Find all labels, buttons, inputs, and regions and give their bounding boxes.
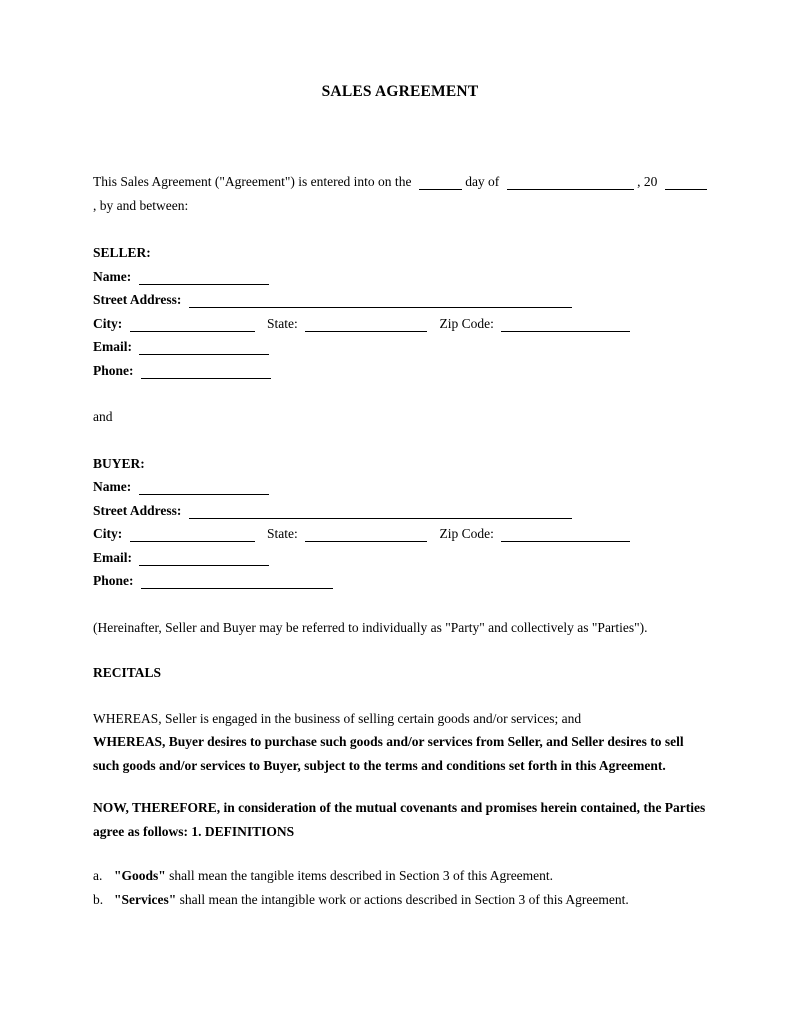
hereinafter-paragraph: (Hereinafter, Seller and Buyer may be referred to individually as "Party" and collectively as "Parties"). <box>93 619 648 635</box>
buyer-city-line <box>130 529 255 542</box>
intro-text-by-and-between: , by and between: <box>93 197 189 213</box>
seller-heading: SELLER: <box>93 245 151 260</box>
buyer-email-row <box>93 546 707 570</box>
buyer-street-row <box>93 499 707 523</box>
document-title: SALES AGREEMENT <box>321 83 479 100</box>
definition-item-goods <box>93 864 707 888</box>
phone-label: Phone: <box>93 573 134 588</box>
definition-marker: b. <box>93 891 104 907</box>
seller-email-row <box>93 335 707 359</box>
buyer-city-row <box>93 522 707 546</box>
seller-name-line <box>139 272 269 285</box>
state-label: State: <box>267 315 298 331</box>
buyer-zip-line <box>501 529 630 542</box>
blank-month <box>507 177 634 190</box>
definitions-list <box>93 864 707 911</box>
seller-section <box>93 241 707 382</box>
seller-zip-line <box>501 319 630 332</box>
intro-text-day-of: day of <box>465 174 500 189</box>
name-label: Name: <box>93 268 132 284</box>
state-label: State: <box>267 526 298 541</box>
buyer-state-line <box>305 529 427 542</box>
buyer-heading: BUYER: <box>93 455 145 471</box>
buyer-phone-row <box>93 569 707 593</box>
definition-item-services <box>93 888 707 912</box>
seller-street-line <box>189 295 572 308</box>
email-label: Email: <box>93 339 132 354</box>
intro-text-pre: This Sales Agreement ("Agreement") is entered into on the <box>93 174 412 189</box>
name-label: Name: <box>93 479 132 494</box>
buyer-section <box>93 452 707 593</box>
now-therefore-paragraph: NOW, THEREFORE, in consideration of the mutual covenants and promises herein contained, the Parties agree as follows: 1. DEFINITIONS <box>93 800 706 839</box>
whereas-bold-paragraph: WHEREAS, Buyer desires to purchase such goods and/or services from Seller, and Seller desires to sell such goods and/or services to Buyer, subject to the terms and conditions set forth in this Agreement. <box>93 734 684 773</box>
definition-marker: a. <box>93 868 103 883</box>
definition-text: shall mean the tangible items described in Section 3 of this Agreement. <box>169 868 554 883</box>
street-address-label: Street Address: <box>93 502 182 518</box>
zip-code-label: Zip Code: <box>439 526 494 541</box>
recitals-heading: RECITALS <box>93 665 162 680</box>
email-label: Email: <box>93 549 132 565</box>
city-label: City: <box>93 526 123 541</box>
buyer-name-row <box>93 475 707 499</box>
whereas-plain-paragraph: WHEREAS, Seller is engaged in the business of selling certain goods and/or services; and <box>93 710 582 726</box>
buyer-name-line <box>139 482 269 495</box>
seller-email-line <box>139 342 269 355</box>
seller-phone-line <box>141 366 271 379</box>
street-address-label: Street Address: <box>93 292 182 307</box>
intro-text-comma-20: , 20 <box>637 174 658 189</box>
seller-street-row <box>93 288 707 312</box>
and-separator: and <box>93 409 113 424</box>
whereas-section <box>93 707 707 778</box>
document-content <box>93 0 707 911</box>
definition-term: "Services" <box>114 891 177 907</box>
definition-text: shall mean the intangible work or actions described in Section 3 of this Agreement. <box>179 891 629 907</box>
blank-day <box>419 177 462 190</box>
buyer-phone-line <box>141 576 333 589</box>
buyer-email-line <box>139 553 269 566</box>
seller-city-row <box>93 312 707 336</box>
seller-state-line <box>305 319 427 332</box>
blank-year <box>665 177 707 190</box>
seller-name-row <box>93 265 707 289</box>
definition-term: "Goods" <box>114 868 166 883</box>
seller-phone-row <box>93 359 707 383</box>
city-label: City: <box>93 315 123 331</box>
zip-code-label: Zip Code: <box>439 315 494 331</box>
intro-paragraph <box>93 170 707 217</box>
buyer-street-line <box>189 506 572 519</box>
seller-city-line <box>130 319 255 332</box>
phone-label: Phone: <box>93 362 134 378</box>
